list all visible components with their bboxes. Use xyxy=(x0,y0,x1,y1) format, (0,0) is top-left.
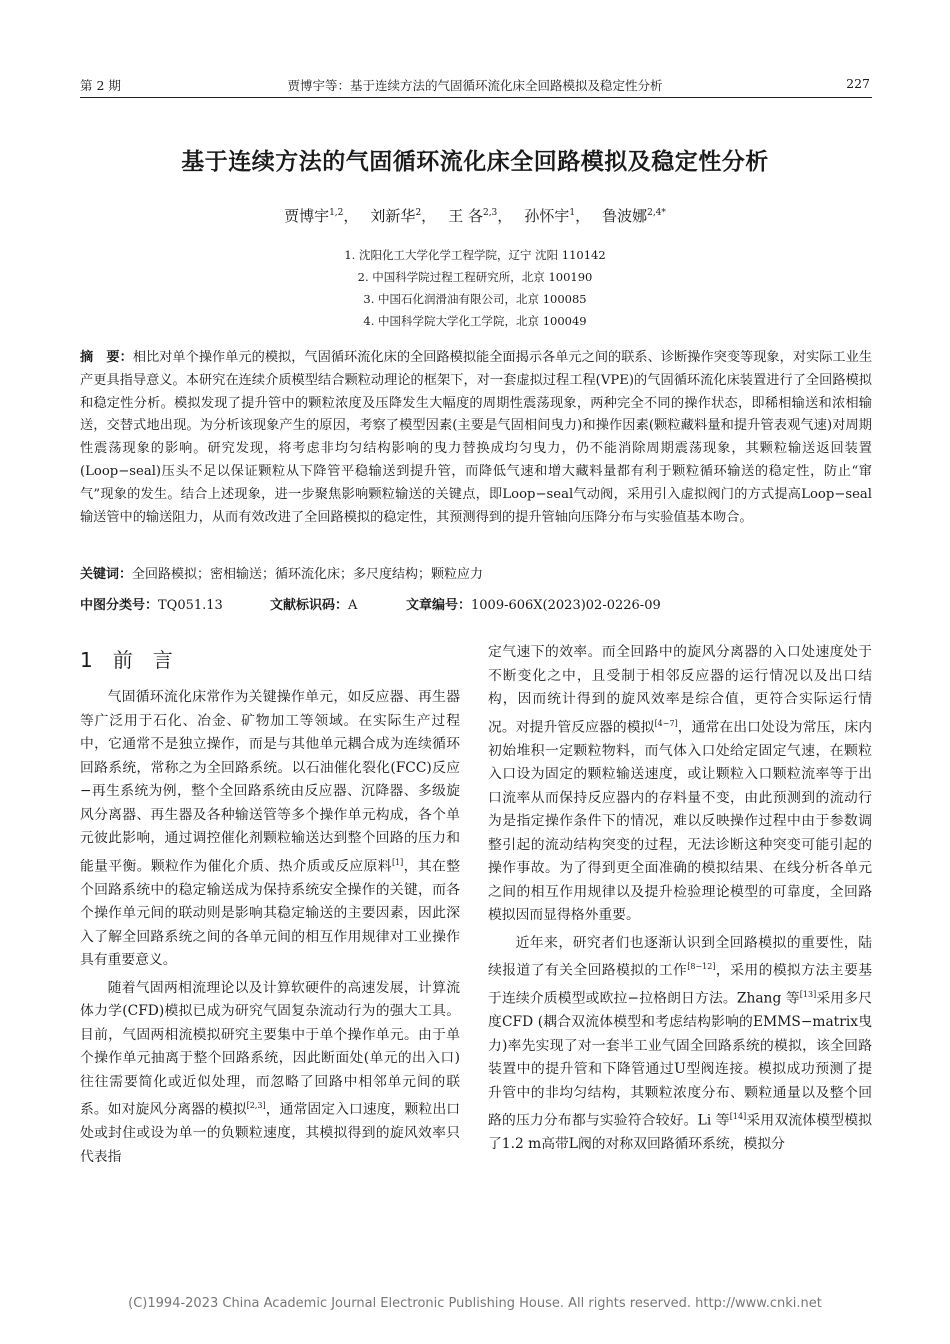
abstract-text: 相比对单个操作单元的模拟，气固循环流化床的全回路模拟能全面揭示各单元之间的联系、诊断操作突变等现象，对实际工业生产更具指导意义。本研究在连续介质模型结合颗粒动理论的框架下，对一套虚拟过程工程(VPE)的气固循环流化床装置进行了全回路模拟和稳定性分析。模拟发现了提升管中的颗粒浓度及压降发生大幅度的周期性震荡现象，两种完全不同的操作状态，即稀相输送和浓相输送，交替式地出现。为分析该现象产生的原因，考察了模型因素(主要是气固相间曳力)和操作因素(颗粒藏料量和提升管表观气速)对周期性震荡现象的影响。研究发现，将考虑非均匀结构影响的曳力替换成均匀曳力，仍不能消除周期震荡现象，其颗粒输送返回装置(Loop−seal)压头不足以保证颗粒从下降管平稳输送到提升管，而降低气速和增大藏料量都有利于颗粒循环输送的稳定性，防止“窜气”现象的发生。结合上述现象，进一步聚焦影响颗粒输送的关键点，即Loop−seal气动阀，采用引入虚拟阀门的方式提高Loop−seal输送管中的输送阻力，从而有效改进了全回路模拟的稳定性，其预测得到的提升管轴向压降分布与实验值基本吻合。 xyxy=(80,350,873,525)
paragraph-text: 定气速下的效率。而全回路中的旋风分离器的入口处速度处于不断变化之中，且受制于相邻反应器的运行情况以及出口结构，因而统计得到的旋风效率是综合值，更符合实际运行情况。对提升管反应器的模拟 xyxy=(488,644,872,736)
author xyxy=(448,207,512,225)
paper-title: 基于连续方法的气固循环流化床全回路模拟及稳定性分析 xyxy=(181,149,769,175)
author-list xyxy=(0,205,950,226)
citation-ref: [8−12] xyxy=(687,962,716,972)
keywords-text: 全回路模拟；密相输送；循环流化床；多尺度结构；颗粒应力 xyxy=(132,567,484,582)
section-heading xyxy=(80,644,173,673)
author-affiliation-mark: 2,4* xyxy=(647,208,666,218)
citation-ref: [13] xyxy=(799,990,817,1000)
left-column xyxy=(80,686,460,1173)
clc-number xyxy=(80,594,223,613)
paragraph-text: 采用多尺度CFD (耦合双流体模型和考虑结构影响的EMMS−matrix曳力)率先实现了对一套半工业气固全回路系统的模拟，该全回路装置中的提升管和下降管通过U型阀连接。模拟成功预测了提升管中的非均匀结构，其颗粒浓度分布、颗粒通量以及整个回路的压力分布都与实验符合较好。Li 等 xyxy=(488,990,872,1129)
citation-ref: [14] xyxy=(729,1112,747,1122)
article-number xyxy=(406,594,661,613)
author-separator: ， xyxy=(421,207,437,225)
abstract xyxy=(80,347,872,529)
author xyxy=(602,207,666,225)
section-title: 前 言 xyxy=(112,648,173,672)
body-paragraph xyxy=(488,641,872,928)
article-label: 文章编号： xyxy=(406,598,472,613)
copyright-footer: (C)1994-2023 China Academic Journal Electronic Publishing House. All rights reserved. http://www.cnki.net xyxy=(128,1296,822,1311)
paragraph-text: 随着气固两相流理论以及计算软硬件的高速发展，计算流体力学(CFD)模拟已成为研究气固复杂流动行为的强大工具。目前，气固两相流模拟研究主要集中于单个操作单元。由于单个操作单元抽离于整个回路系统，因此断面处(单元的出入口)往往需要简化或近似处理，而忽略了回路中相邻单元间的联系。如对旋风分离器的模拟 xyxy=(80,979,460,1118)
affiliation-list xyxy=(0,244,950,332)
citation-ref: [2,3] xyxy=(246,1101,266,1111)
affiliation: 4. 中国科学院大学化工学院，北京 100049 xyxy=(363,314,587,328)
author-separator: ， xyxy=(343,207,359,225)
affiliation: 3. 中国石化润滑油有限公司，北京 100085 xyxy=(363,292,587,306)
body-paragraph xyxy=(80,977,460,1170)
author-separator: ， xyxy=(575,207,591,225)
running-header xyxy=(80,76,870,96)
paragraph-text: ，采用的模拟方法主要基于连续介质模型或欧拉−拉格朗日方法。Zhang 等 xyxy=(488,962,873,1007)
keywords-label: 关键词： xyxy=(80,567,133,582)
paragraph-text: ，其在整个回路系统中的稳定输送成为保持系统安全操作的关键，而各个操作单元间的联动则是影响其稳定输送的主要因素，因此深入了解全回路系统之间的各单元间的相互作用规律对工业操作具有重要意义。 xyxy=(80,858,461,969)
page-number: 227 xyxy=(846,76,870,91)
author-affiliation-mark: 2 xyxy=(415,208,422,218)
paragraph-text: ，通常固定入口速度，颗粒出口处或封住或设为单一的负颗粒速度，其模拟得到的旋风效率只代表指 xyxy=(80,1101,461,1165)
citation-ref: [1] xyxy=(391,857,404,867)
abstract-label: 摘 要： xyxy=(80,350,133,365)
affiliation: 1. 沈阳化工大学化学工程学院，辽宁 沈阳 110142 xyxy=(344,248,606,262)
right-column xyxy=(488,641,872,1161)
author-name: 王 各 xyxy=(448,207,483,225)
paragraph-text: 近年来，研究者们也逐渐认识到全回路模拟的重要性，陆续报道了有关全回路模拟的工作 xyxy=(488,934,872,979)
running-title: 贾博宇等：基于连续方法的气固循环流化床全回路模拟及稳定性分析 xyxy=(287,78,663,93)
document-code xyxy=(270,594,357,613)
article-value: 1009-606X(2023)02-0226-09 xyxy=(471,598,661,613)
body-paragraph xyxy=(80,686,460,973)
body-paragraph xyxy=(488,932,872,1157)
author-name: 鲁波娜 xyxy=(602,207,648,225)
author-separator: ， xyxy=(497,207,513,225)
clc-label: 中图分类号： xyxy=(80,598,159,613)
author-name: 贾博宇 xyxy=(284,207,330,225)
citation-ref: [4−7] xyxy=(654,718,678,728)
paragraph-text: 采用双流体模型模拟了1.2 m高带L阀的对称双回路循环系统，模拟分 xyxy=(488,1112,872,1153)
doc-value: A xyxy=(348,598,358,613)
author-affiliation-mark: 2,3 xyxy=(482,208,498,218)
section-number: 1 xyxy=(80,648,93,672)
classification-line xyxy=(80,594,872,614)
clc-value: TQ051.13 xyxy=(158,598,223,613)
keywords xyxy=(80,563,872,582)
author-name: 刘新华 xyxy=(370,207,416,225)
header-divider xyxy=(80,97,872,98)
author xyxy=(370,207,436,225)
paragraph-text: ，通常在出口处设为常压，床内初始堆积一定颗粒物料，而气体入口处给定固定气速，在颗粒入口设为固定的颗粒输送速度，或让颗粒入口颗粒流率等于出口流率从而保持反应器内的存料量不变，由此预测到的流动行为是指定操作条件下的情况，难以反映操作过程中由于参数调整引起的流动结构突变的过程，无法诊断这种突变可能引起的操作事故。为了得到更全面准确的模拟结果、在线分析各单元之间的相互作用规律以及提升检验理论模型的可靠度，全回路模拟因而显得格外重要。 xyxy=(488,719,873,924)
paragraph-text: 气固循环流化床常作为关键操作单元，如反应器、再生器等广泛用于石化、冶金、矿物加工等领域。在实际生产过程中，它通常不是独立操作，而是与其他单元耦合成为连续循环回路系统，常称之为全回路系统。以石油催化裂化(FCC)反应−再生系统为例，整个全回路系统由反应器、沉降器、多级旋风分离器、再生器及各种输送管等多个操作单元构成，各个单元彼此影响，通过调控催化剂颗粒输送达到整个回路的压力和能量平衡。颗粒作为催化介质、热介质或反应原料 xyxy=(80,689,460,875)
author-affiliation-mark: 1,2 xyxy=(329,208,344,218)
author-affiliation-mark: 1 xyxy=(569,208,576,218)
author xyxy=(524,207,590,225)
doc-label: 文献标识码： xyxy=(270,598,349,613)
issue-number: 第 2 期 xyxy=(80,78,121,93)
author xyxy=(284,207,358,225)
author-name: 孙怀宇 xyxy=(524,207,570,225)
affiliation: 2. 中国科学院过程工程研究所，北京 100190 xyxy=(357,270,593,284)
